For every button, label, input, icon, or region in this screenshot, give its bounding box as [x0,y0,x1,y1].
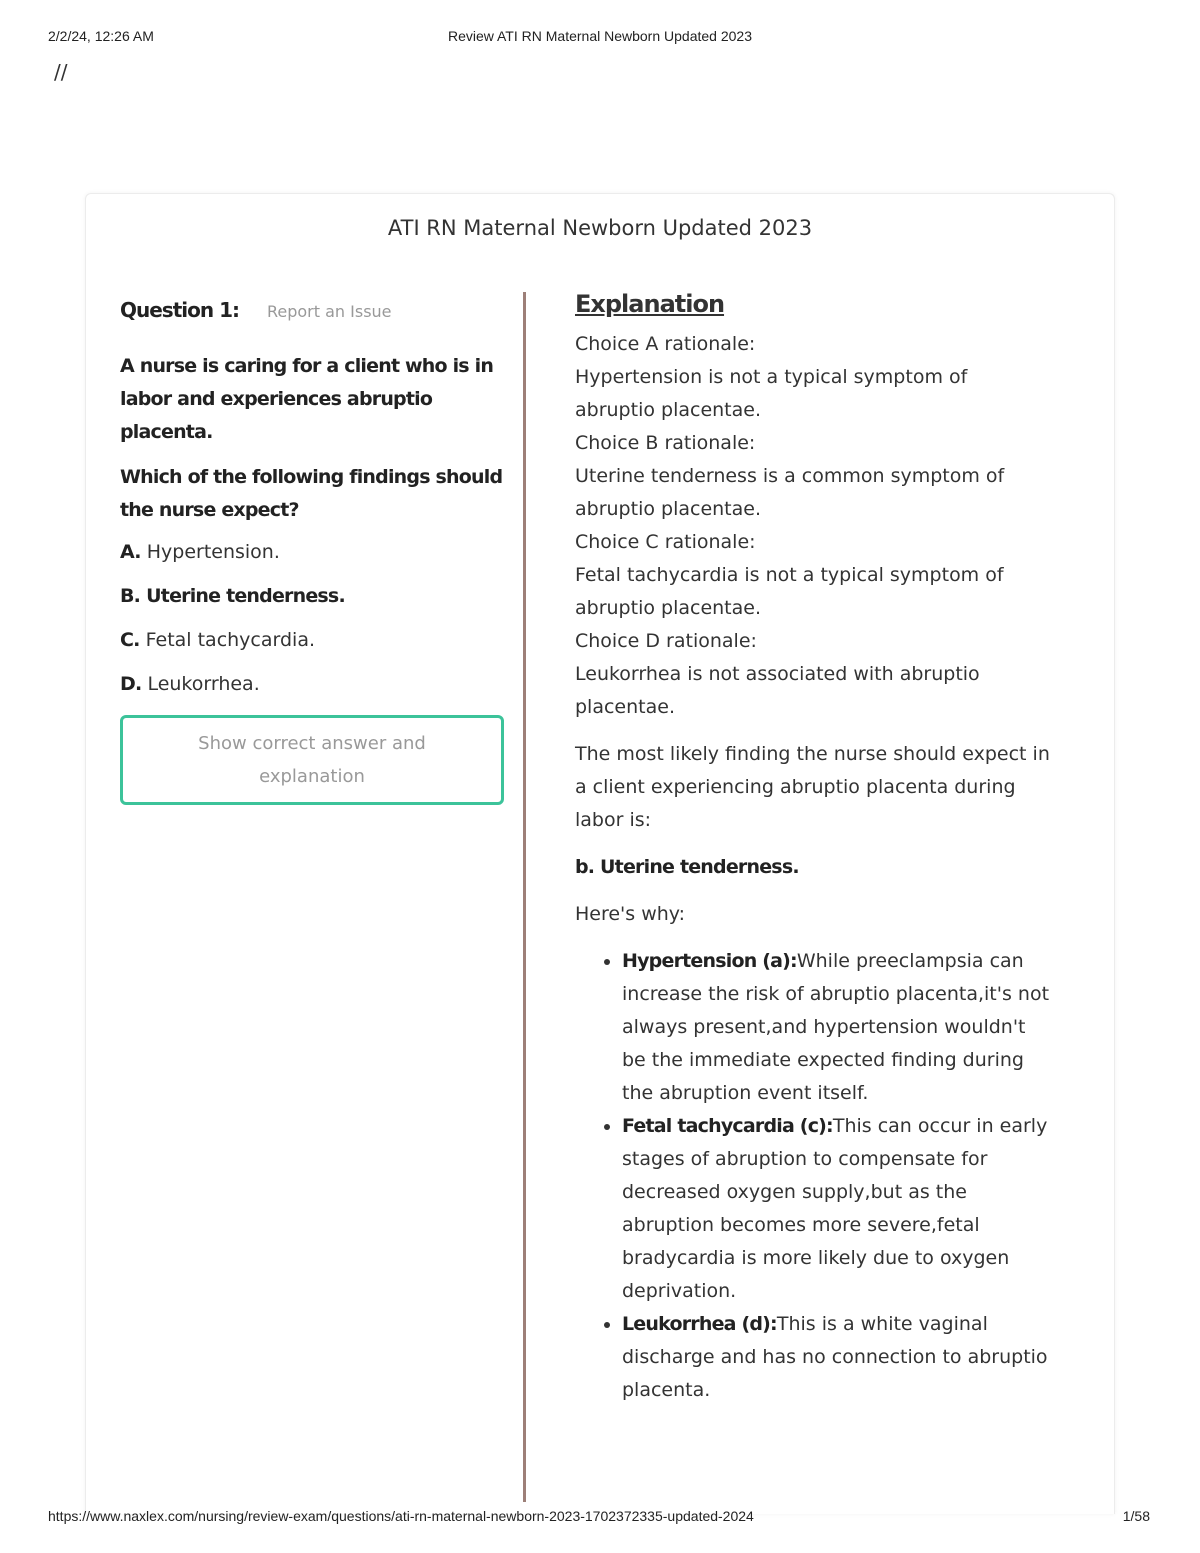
choice-letter: A. [120,541,141,563]
correct-answer: b. Uterine tenderness. [575,856,799,878]
why-intro: Here's why: [575,903,686,925]
question-card [85,193,1115,1514]
choice-a[interactable] [120,539,510,565]
explanation-summary: The most likely finding the nurse should expect in a client experiencing abruptio placenta during labor is: [575,743,1050,831]
choice-text: Fetal tachycardia. [145,629,316,651]
list-item [622,1110,1050,1308]
show-answer-button[interactable]: Show correct answer and explanation [120,715,504,805]
list-item [622,945,1050,1110]
rationale-text: Hypertension is not a typical symptom of abruptio placentae. [575,366,968,421]
print-title: Review ATI RN Maternal Newborn Updated 2023 [447,28,752,44]
comment-slashes: // [54,60,68,84]
bullet-text: While preeclampsia can increase the risk of abruptio placenta,it's not always present,and hypertension wouldn't be the immediate expected finding during the abruption event itself. [622,950,1050,1104]
rationale-d [575,625,1050,724]
rationale-label: Choice B rationale: [575,432,756,454]
question-stem: A nurse is caring for a client who is in labor and experiences abruptio placenta. [120,355,494,443]
print-url: https://www.naxlex.com/nursing/review-exam/questions/ati-rn-maternal-newborn-2023-1702372335-updated-2024 [48,1508,754,1524]
print-date: 2/2/24, 12:26 AM [48,28,154,44]
choice-c[interactable] [120,627,510,653]
bullet-term: Hypertension (a): [622,950,797,972]
rationale-b [575,427,1050,526]
explanation-title: Explanation [575,290,725,318]
rationale-text: Leukorrhea is not associated with abruptio placentae. [575,663,980,718]
choice-text: Hypertension. [146,541,280,563]
choice-b[interactable] [120,583,510,609]
rationale-label: Choice C rationale: [575,531,756,553]
choice-d[interactable] [120,671,510,697]
bullet-term: Fetal tachycardia (c): [622,1115,833,1137]
rationale-label: Choice D rationale: [575,630,757,652]
report-issue-link[interactable]: Report an Issue [266,302,392,321]
question-panel [120,298,510,805]
question-label: Question 1: [120,298,239,322]
choice-letter: B. [120,585,141,607]
list-item [622,1308,1050,1407]
reason-list [575,945,1050,1407]
column-divider [523,292,526,1502]
rationale-label: Choice A rationale: [575,333,756,355]
rationale-c [575,526,1050,625]
page-number: 1/58 [1122,1508,1150,1524]
question-prompt: Which of the following findings should the nurse expect? [120,466,503,521]
bullet-text: This can occur in early stages of abruption to compensate for decreased oxygen supply,but as the abruption becomes more severe,fetal bradycardia is more likely due to oxygen deprivation. [622,1115,1048,1302]
print-header [0,28,1200,48]
choice-letter: C. [120,629,140,651]
choice-text: Leukorrhea. [147,673,260,695]
choice-text: Uterine tenderness. [146,585,345,607]
rationale-text: Fetal tachycardia is not a typical symptom of abruptio placentae. [575,564,1004,619]
rationale-text: Uterine tenderness is a common symptom of abruptio placentae. [575,465,1005,520]
card-title: ATI RN Maternal Newborn Updated 2023 [387,216,813,240]
choice-letter: D. [120,673,142,695]
rationale-a [575,328,1050,427]
explanation-panel [575,290,1050,1407]
bullet-term: Leukorrhea (d): [622,1313,777,1335]
bullet-text: This is a white vaginal discharge and has no connection to abruptio placenta. [622,1313,1048,1401]
question-header [120,298,510,322]
